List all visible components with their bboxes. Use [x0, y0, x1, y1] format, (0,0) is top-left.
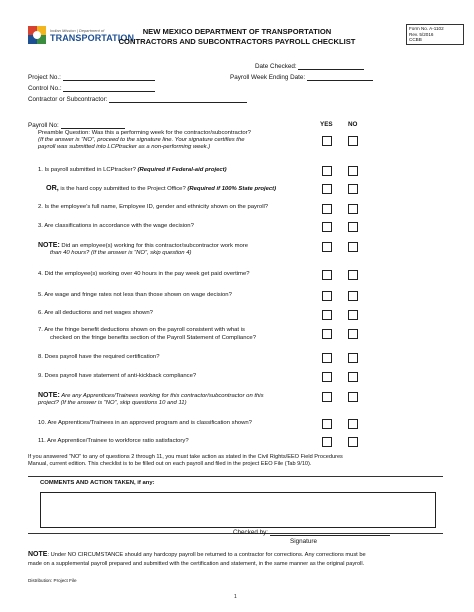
- note1-no-checkbox[interactable]: [348, 242, 358, 252]
- instructions-line-1: If you answered “NO” to any of questions 2 through 11, you must take action as stated in the Civil Rights/EEO Field Procedures: [28, 454, 343, 460]
- footer-note-text: : Under NO CIRCUMSTANCE should any hardcopy payroll be returned to a contractor for corrections. Any corrections must be: [47, 552, 366, 558]
- question-1-text: 1. Is payroll submitted in LCPtracker?: [38, 167, 138, 173]
- checked-by-signature-field[interactable]: [270, 528, 390, 536]
- q11-no-checkbox[interactable]: [348, 437, 358, 447]
- note2-yes-checkbox[interactable]: [322, 392, 332, 402]
- yes-column-header: YES: [320, 121, 333, 128]
- q1-yes-checkbox[interactable]: [322, 166, 332, 176]
- q1-or-yes-checkbox[interactable]: [322, 184, 332, 194]
- logo-big-text: TRANSPORTATION: [50, 33, 135, 43]
- q1-or-no-checkbox[interactable]: [348, 184, 358, 194]
- preamble-line-1: Preamble Question: Was this a performing week for the contractor/subcontractor?: [38, 130, 251, 136]
- contractor-field[interactable]: [109, 95, 247, 103]
- note1-yes-checkbox[interactable]: [322, 242, 332, 252]
- instructions-line-2: Manual, current edition. This checklist is to be filled out on each payroll and filed in the project EEO File (Tab 9/10).: [28, 461, 312, 467]
- payroll-no-label: Payroll No:: [28, 122, 59, 129]
- question-11: 11. Are Apprentice/Trainee to workforce ratio satisfactory?: [38, 438, 189, 444]
- question-1-or: [46, 184, 276, 193]
- payroll-no-row: [28, 121, 125, 129]
- question-3: 3. Are classifications in accordance with the wage decision?: [38, 223, 194, 229]
- q8-no-checkbox[interactable]: [348, 353, 358, 363]
- note-1-label: NOTE:: [38, 242, 60, 249]
- project-no-label: Project No.:: [28, 74, 61, 81]
- question-1-emphasis: (Required if Federal-aid project): [137, 167, 227, 173]
- q8-yes-checkbox[interactable]: [322, 353, 332, 363]
- q3-no-checkbox[interactable]: [348, 222, 358, 232]
- question-7-line-2: checked on the fringe benefits section of the Payroll Statement of Compliance?: [50, 335, 256, 341]
- project-no-row: [28, 73, 155, 81]
- title-line-1: NEW MEXICO DEPARTMENT OF TRANSPORTATION: [142, 27, 332, 36]
- form-rev: Rev. 5/2016: [409, 31, 434, 37]
- question-5: 5. Are wage and fringe rates not less than those shown on wage decision?: [38, 292, 232, 298]
- form-ccbb: CCBB: [409, 37, 422, 43]
- note-2-label: NOTE:: [38, 392, 60, 399]
- preamble-yes-checkbox[interactable]: [322, 136, 332, 146]
- footer-note-line-1: [28, 551, 366, 559]
- or-label: OR,: [46, 183, 59, 192]
- q7-yes-checkbox[interactable]: [322, 329, 332, 339]
- logo-small-text: Indian Mission | Department of: [50, 28, 105, 33]
- divider-top: [28, 476, 443, 477]
- note2-no-checkbox[interactable]: [348, 392, 358, 402]
- q7-no-checkbox[interactable]: [348, 329, 358, 339]
- or-text: is the hard copy submitted to the Project Office?: [58, 186, 188, 192]
- payroll-no-field[interactable]: [61, 121, 125, 129]
- q4-no-checkbox[interactable]: [348, 270, 358, 280]
- checked-by-label: Checked by:: [233, 529, 269, 536]
- preamble-line-2: (If the answer is “NO”, proceed to the signature line. Your signature certifies the: [38, 137, 245, 143]
- q4-yes-checkbox[interactable]: [322, 270, 332, 280]
- form-number-box: [406, 24, 464, 45]
- q11-yes-checkbox[interactable]: [322, 437, 332, 447]
- project-no-field[interactable]: [63, 73, 155, 81]
- date-checked-label: Date Checked:: [255, 63, 297, 70]
- footer-note-line-2: made on a supplemental payroll prepared and submitted with the certification and statement, in the same manner as the original payroll.: [28, 561, 365, 567]
- control-no-row: [28, 84, 155, 92]
- control-no-label: Control No.:: [28, 85, 62, 92]
- payroll-week-field[interactable]: [307, 73, 373, 81]
- checked-by-row: [233, 528, 390, 536]
- payroll-week-label: Payroll Week Ending Date:: [230, 74, 306, 81]
- question-2: 2. Is the employee’s full name, Employee ID, gender and ethnicity shown on the payroll?: [38, 204, 269, 210]
- q10-yes-checkbox[interactable]: [322, 419, 332, 429]
- q6-no-checkbox[interactable]: [348, 310, 358, 320]
- q5-no-checkbox[interactable]: [348, 291, 358, 301]
- q6-yes-checkbox[interactable]: [322, 310, 332, 320]
- note-1-text: Did an employee(s) working for this contractor/subcontractor work more: [59, 243, 249, 249]
- q10-no-checkbox[interactable]: [348, 419, 358, 429]
- question-8: 8. Does payroll have the required certification?: [38, 354, 160, 360]
- preamble-line-3: payroll was submitted into LCPtracker as a non-performing week.): [38, 144, 211, 150]
- q2-yes-checkbox[interactable]: [322, 204, 332, 214]
- distribution-text: Distribution: Project File: [28, 578, 77, 583]
- note-2-text: Are any Apprentices/Trainees working for this contractor/subcontractor on this: [59, 393, 264, 399]
- signature-caption: Signature: [290, 538, 317, 545]
- question-4: 4. Did the employee(s) working over 40 hours in the pay week get paid overtime?: [38, 271, 250, 277]
- q5-yes-checkbox[interactable]: [322, 291, 332, 301]
- date-checked-field[interactable]: [298, 62, 364, 70]
- note-1-line-2: than 40 hours? (If the answer is “NO”, skip question 4): [50, 250, 192, 256]
- question-6: 6. Are all deductions and net wages shown?: [38, 310, 153, 316]
- q1-no-checkbox[interactable]: [348, 166, 358, 176]
- footer-note-label: NOTE: [28, 551, 48, 558]
- contractor-row: [28, 95, 247, 103]
- contractor-label: Contractor or Subcontractor:: [28, 96, 108, 103]
- control-no-field[interactable]: [63, 84, 155, 92]
- payroll-week-row: [230, 73, 373, 81]
- title-line-2: CONTRACTORS AND SUBCONTRACTORS PAYROLL CHECKLIST: [118, 37, 356, 46]
- comments-label: COMMENTS AND ACTION TAKEN, if any:: [40, 480, 155, 486]
- question-9: 9. Does payroll have statement of anti-kickback compliance?: [38, 373, 197, 379]
- page-number: 1: [234, 594, 237, 600]
- note-2-line-2: project? (If the answer is “NO”, skip questions 10 and 11): [38, 400, 187, 406]
- or-emphasis: (Required if 100% State project): [187, 186, 277, 192]
- q3-yes-checkbox[interactable]: [322, 222, 332, 232]
- no-column-header: NO: [348, 121, 358, 128]
- form-no: Form No. A-1102: [409, 26, 444, 31]
- question-1: [38, 167, 227, 174]
- q9-no-checkbox[interactable]: [348, 372, 358, 382]
- q9-yes-checkbox[interactable]: [322, 372, 332, 382]
- comments-box[interactable]: [40, 492, 436, 528]
- preamble-no-checkbox[interactable]: [348, 136, 358, 146]
- date-checked-row: [255, 62, 364, 70]
- question-7-line-1: 7. Are the fringe benefit deductions shown on the payroll consistent with what is: [38, 327, 245, 333]
- question-10: 10. Are Apprentices/Trainees in an approved program and is classification shown?: [38, 420, 252, 426]
- q2-no-checkbox[interactable]: [348, 204, 358, 214]
